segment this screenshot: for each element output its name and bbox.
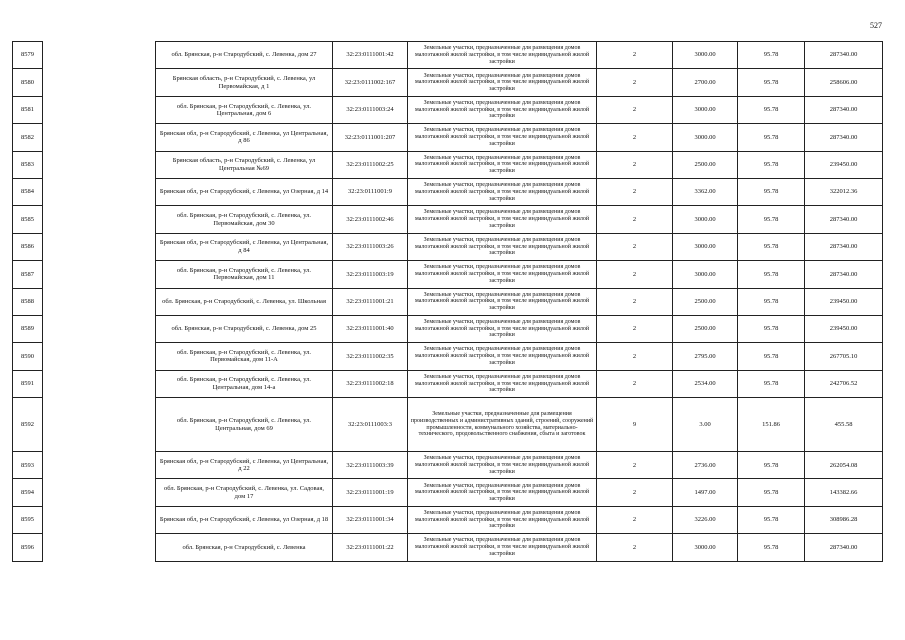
area-cell: 2534.00: [673, 370, 738, 397]
cadastral-value-cell: 239450.00: [805, 151, 883, 178]
use-code-cell: 9: [597, 398, 673, 452]
table-row: [13, 370, 883, 397]
table-row: [13, 178, 883, 205]
permitted-use-cell: Земельные участки, предназначенные для размещения домов малоэтажной жилой застройки, в том числе индивидуальной жилой застройки: [408, 452, 597, 479]
use-code-cell: 2: [597, 124, 673, 151]
cadastral-value-cell: 262054.08: [805, 452, 883, 479]
spacer-cell: [43, 288, 156, 315]
address-cell: обл. Брянская, р-н Стародубский, с. Левенка, ул. Центральная, дом 6: [156, 96, 333, 123]
address-cell: обл. Брянская, р-н Стародубский, с. Левенка, ул. Садовая, дом 17: [156, 479, 333, 506]
spacer-cell: [43, 69, 156, 96]
spacer-cell: [43, 151, 156, 178]
specific-value-cell: 95.78: [738, 370, 805, 397]
cadastral-number-cell: 32:23:0111003:19: [333, 261, 408, 288]
specific-value-cell: 95.78: [738, 42, 805, 69]
specific-value-cell: 95.78: [738, 124, 805, 151]
address-cell: Брянская область, р-н Стародубский, с. Левенка, ул Первомайская, д 1: [156, 69, 333, 96]
cadastral-number-cell: 32:23:0111003:3: [333, 398, 408, 452]
permitted-use-cell: Земельные участки, предназначенные для размещения домов малоэтажной жилой застройки, в том числе индивидуальной жилой застройки: [408, 479, 597, 506]
address-cell: Брянская область, р-н Стародубский, с. Левенка, ул Центральная №69: [156, 151, 333, 178]
permitted-use-cell: Земельные участки, предназначенные для размещения домов малоэтажной жилой застройки, в том числе индивидуальной жилой застройки: [408, 315, 597, 342]
area-cell: 3000.00: [673, 206, 738, 233]
row-number-cell: 8592: [13, 398, 43, 452]
use-code-cell: 2: [597, 315, 673, 342]
table-row: [13, 124, 883, 151]
spacer-cell: [43, 370, 156, 397]
cadastral-number-cell: 32:23:0111001:22: [333, 534, 408, 561]
row-number-cell: 8582: [13, 124, 43, 151]
use-code-cell: 2: [597, 178, 673, 205]
specific-value-cell: 95.78: [738, 96, 805, 123]
row-number-cell: 8591: [13, 370, 43, 397]
specific-value-cell: 95.78: [738, 343, 805, 370]
table-row: [13, 398, 883, 452]
cadastral-number-cell: 32:23:0111001:34: [333, 506, 408, 533]
table-row: [13, 534, 883, 561]
cadastral-number-cell: 32:23:0111003:39: [333, 452, 408, 479]
table-row: [13, 452, 883, 479]
address-cell: обл. Брянская, р-н Стародубский, с. Левенка, ул. Центральная, дом 14-а: [156, 370, 333, 397]
spacer-cell: [43, 96, 156, 123]
use-code-cell: 2: [597, 261, 673, 288]
table-row: [13, 479, 883, 506]
cadastral-value-cell: 287340.00: [805, 261, 883, 288]
area-cell: 1497.00: [673, 479, 738, 506]
cadastral-value-cell: 455.58: [805, 398, 883, 452]
permitted-use-cell: Земельные участки, предназначенные для размещения домов малоэтажной жилой застройки, в том числе индивидуальной жилой застройки: [408, 124, 597, 151]
permitted-use-cell: Земельные участки, предназначенные для размещения домов малоэтажной жилой застройки, в том числе индивидуальной жилой застройки: [408, 96, 597, 123]
row-number-cell: 8584: [13, 178, 43, 205]
table-row: [13, 261, 883, 288]
table-row: [13, 315, 883, 342]
cadastral-number-cell: 32:23:0111002:35: [333, 343, 408, 370]
use-code-cell: 2: [597, 534, 673, 561]
row-number-cell: 8588: [13, 288, 43, 315]
area-cell: 3000.00: [673, 96, 738, 123]
area-cell: 2500.00: [673, 315, 738, 342]
row-number-cell: 8593: [13, 452, 43, 479]
row-number-cell: 8586: [13, 233, 43, 260]
cadastral-value-cell: 242706.52: [805, 370, 883, 397]
row-number-cell: 8596: [13, 534, 43, 561]
area-cell: 2500.00: [673, 288, 738, 315]
spacer-cell: [43, 124, 156, 151]
permitted-use-cell: Земельные участки, предназначенные для размещения домов малоэтажной жилой застройки, в том числе индивидуальной жилой застройки: [408, 506, 597, 533]
address-cell: обл. Брянская, р-н Стародубский, с. Левенка, ул. Первомайская, дом 30: [156, 206, 333, 233]
address-cell: обл. Брянская, р-н Стародубский, с. Левенка, ул. Первомайская, дом 11-А: [156, 343, 333, 370]
cadastral-number-cell: 32:23:0111001:9: [333, 178, 408, 205]
permitted-use-cell: Земельные участки, предназначенные для размещения домов малоэтажной жилой застройки, в том числе индивидуальной жилой застройки: [408, 534, 597, 561]
row-number-cell: 8590: [13, 343, 43, 370]
spacer-cell: [43, 506, 156, 533]
area-cell: 3000.00: [673, 534, 738, 561]
cadastral-value-cell: 258606.00: [805, 69, 883, 96]
cadastral-value-cell: 239450.00: [805, 288, 883, 315]
table-row: [13, 343, 883, 370]
cadastral-value-cell: 287340.00: [805, 42, 883, 69]
row-number-cell: 8583: [13, 151, 43, 178]
row-number-cell: 8579: [13, 42, 43, 69]
permitted-use-cell: Земельные участки, предназначенные для размещения домов малоэтажной жилой застройки, в том числе индивидуальной жилой застройки: [408, 370, 597, 397]
permitted-use-cell: Земельные участки, предназначенные для размещения домов малоэтажной жилой застройки, в том числе индивидуальной жилой застройки: [408, 151, 597, 178]
page-number: 527: [870, 21, 882, 30]
permitted-use-cell: Земельные участки, предназначенные для размещения домов малоэтажной жилой застройки, в том числе индивидуальной жилой застройки: [408, 343, 597, 370]
spacer-cell: [43, 479, 156, 506]
area-cell: 3000.00: [673, 261, 738, 288]
cadastral-value-cell: 287340.00: [805, 124, 883, 151]
cadastral-value-cell: 287340.00: [805, 534, 883, 561]
permitted-use-cell: Земельные участки, предназначенные для размещения домов малоэтажной жилой застройки, в том числе индивидуальной жилой застройки: [408, 178, 597, 205]
cadastral-number-cell: 32:23:0111002:18: [333, 370, 408, 397]
area-cell: 2795.00: [673, 343, 738, 370]
spacer-cell: [43, 534, 156, 561]
use-code-cell: 2: [597, 151, 673, 178]
row-number-cell: 8587: [13, 261, 43, 288]
cadastral-value-cell: 287340.00: [805, 233, 883, 260]
row-number-cell: 8595: [13, 506, 43, 533]
specific-value-cell: 95.78: [738, 178, 805, 205]
specific-value-cell: 95.78: [738, 151, 805, 178]
cadastral-value-cell: 267705.10: [805, 343, 883, 370]
use-code-cell: 2: [597, 233, 673, 260]
cadastral-number-cell: 32:23:0111002:25: [333, 151, 408, 178]
row-number-cell: 8589: [13, 315, 43, 342]
specific-value-cell: 95.78: [738, 233, 805, 260]
row-number-cell: 8594: [13, 479, 43, 506]
cadastral-value-cell: 287340.00: [805, 206, 883, 233]
specific-value-cell: 95.78: [738, 206, 805, 233]
spacer-cell: [43, 398, 156, 452]
permitted-use-cell: Земельные участки, предназначенные для размещения домов малоэтажной жилой застройки, в том числе индивидуальной жилой застройки: [408, 206, 597, 233]
spacer-cell: [43, 261, 156, 288]
cadastral-value-cell: 308986.28: [805, 506, 883, 533]
row-number-cell: 8585: [13, 206, 43, 233]
use-code-cell: 2: [597, 69, 673, 96]
use-code-cell: 2: [597, 452, 673, 479]
cadastral-number-cell: 32:23:0111001:207: [333, 124, 408, 151]
address-cell: Брянская обл, р-н Стародубский, с Левенка, ул Центральная, д 86: [156, 124, 333, 151]
use-code-cell: 2: [597, 343, 673, 370]
table-row: [13, 506, 883, 533]
cadastral-number-cell: 32:23:0111003:26: [333, 233, 408, 260]
address-cell: Брянская обл, р-н Стародубский, с Левенка, ул Озерная, д 14: [156, 178, 333, 205]
cadastral-value-cell: 239450.00: [805, 315, 883, 342]
table-row: [13, 206, 883, 233]
cadastral-value-cell: 287340.00: [805, 96, 883, 123]
area-cell: 2700.00: [673, 69, 738, 96]
specific-value-cell: 95.78: [738, 315, 805, 342]
table-row: [13, 151, 883, 178]
table-row: [13, 288, 883, 315]
area-cell: 3000.00: [673, 124, 738, 151]
permitted-use-cell: Земельные участки, предназначенные для размещения домов малоэтажной жилой застройки, в том числе индивидуальной жилой застройки: [408, 288, 597, 315]
address-cell: обл. Брянская, р-н Стародубский, с. Левенка, дом 25: [156, 315, 333, 342]
specific-value-cell: 95.78: [738, 288, 805, 315]
use-code-cell: 2: [597, 42, 673, 69]
specific-value-cell: 95.78: [738, 479, 805, 506]
use-code-cell: 2: [597, 479, 673, 506]
address-cell: обл. Брянская, р-н Стародубский, с. Левенка, дом 27: [156, 42, 333, 69]
address-cell: обл. Брянская, р-н Стародубский, с. Левенка, ул. Школьная: [156, 288, 333, 315]
table-row: [13, 96, 883, 123]
cadastral-value-cell: 322012.36: [805, 178, 883, 205]
cadastral-number-cell: 32:23:0111003:24: [333, 96, 408, 123]
address-cell: Брянская обл, р-н Стародубский, с Левенка, ул Центральная, д 84: [156, 233, 333, 260]
spacer-cell: [43, 452, 156, 479]
specific-value-cell: 95.78: [738, 261, 805, 288]
spacer-cell: [43, 315, 156, 342]
area-cell: 3000.00: [673, 233, 738, 260]
spacer-cell: [43, 42, 156, 69]
address-cell: обл. Брянская, р-н Стародубский, с. Левенка, ул. Первомайская, дом 11: [156, 261, 333, 288]
cadastral-number-cell: 32:23:0111002:167: [333, 69, 408, 96]
table-row: [13, 42, 883, 69]
cadastral-number-cell: 32:23:0111001:42: [333, 42, 408, 69]
cadastral-value-cell: 143382.66: [805, 479, 883, 506]
table-row: [13, 69, 883, 96]
address-cell: обл. Брянская, р-н Стародубский, с. Левенка, ул. Центральная, дом 69: [156, 398, 333, 452]
permitted-use-cell: Земельные участки, предназначенные для размещения домов малоэтажной жилой застройки, в том числе индивидуальной жилой застройки: [408, 233, 597, 260]
area-cell: 3226.00: [673, 506, 738, 533]
specific-value-cell: 95.78: [738, 506, 805, 533]
use-code-cell: 2: [597, 370, 673, 397]
row-number-cell: 8581: [13, 96, 43, 123]
permitted-use-cell: Земельные участки, предназначенные для размещения домов малоэтажной жилой застройки, в том числе индивидуальной жилой застройки: [408, 69, 597, 96]
address-cell: Брянская обл, р-н Стародубский, с Левенка, ул Озерная, д 18: [156, 506, 333, 533]
area-cell: 2736.00: [673, 452, 738, 479]
spacer-cell: [43, 233, 156, 260]
specific-value-cell: 151.86: [738, 398, 805, 452]
spacer-cell: [43, 178, 156, 205]
table-row: [13, 233, 883, 260]
spacer-cell: [43, 206, 156, 233]
permitted-use-cell: Земельные участки, предназначенные для размещения домов малоэтажной жилой застройки, в том числе индивидуальной жилой застройки: [408, 42, 597, 69]
area-cell: 3.00: [673, 398, 738, 452]
permitted-use-cell: Земельные участки, предназначенные для размещения домов малоэтажной жилой застройки, в том числе индивидуальной жилой застройки: [408, 261, 597, 288]
specific-value-cell: 95.78: [738, 69, 805, 96]
specific-value-cell: 95.78: [738, 452, 805, 479]
spacer-cell: [43, 343, 156, 370]
area-cell: 3362.00: [673, 178, 738, 205]
cadastral-number-cell: 32:23:0111001:19: [333, 479, 408, 506]
land-plot-registry-table: [12, 41, 883, 562]
use-code-cell: 2: [597, 96, 673, 123]
area-cell: 2500.00: [673, 151, 738, 178]
address-cell: обл. Брянская, р-н Стародубский, с. Левенка: [156, 534, 333, 561]
specific-value-cell: 95.78: [738, 534, 805, 561]
permitted-use-cell: Земельные участки, предназначенные для размещения производственных и административных зданий, строений, сооружений промышленности, коммунального хозяйства, материально-технического, продовольственного снабжения, сбыта и заготовок: [408, 398, 597, 452]
cadastral-number-cell: 32:23:0111002:46: [333, 206, 408, 233]
use-code-cell: 2: [597, 506, 673, 533]
area-cell: 3000.00: [673, 42, 738, 69]
use-code-cell: 2: [597, 288, 673, 315]
use-code-cell: 2: [597, 206, 673, 233]
cadastral-number-cell: 32:23:0111001:40: [333, 315, 408, 342]
row-number-cell: 8580: [13, 69, 43, 96]
cadastral-number-cell: 32:23:0111001:21: [333, 288, 408, 315]
address-cell: Брянская обл, р-н Стародубский, с Левенка, ул Центральная, д 22: [156, 452, 333, 479]
